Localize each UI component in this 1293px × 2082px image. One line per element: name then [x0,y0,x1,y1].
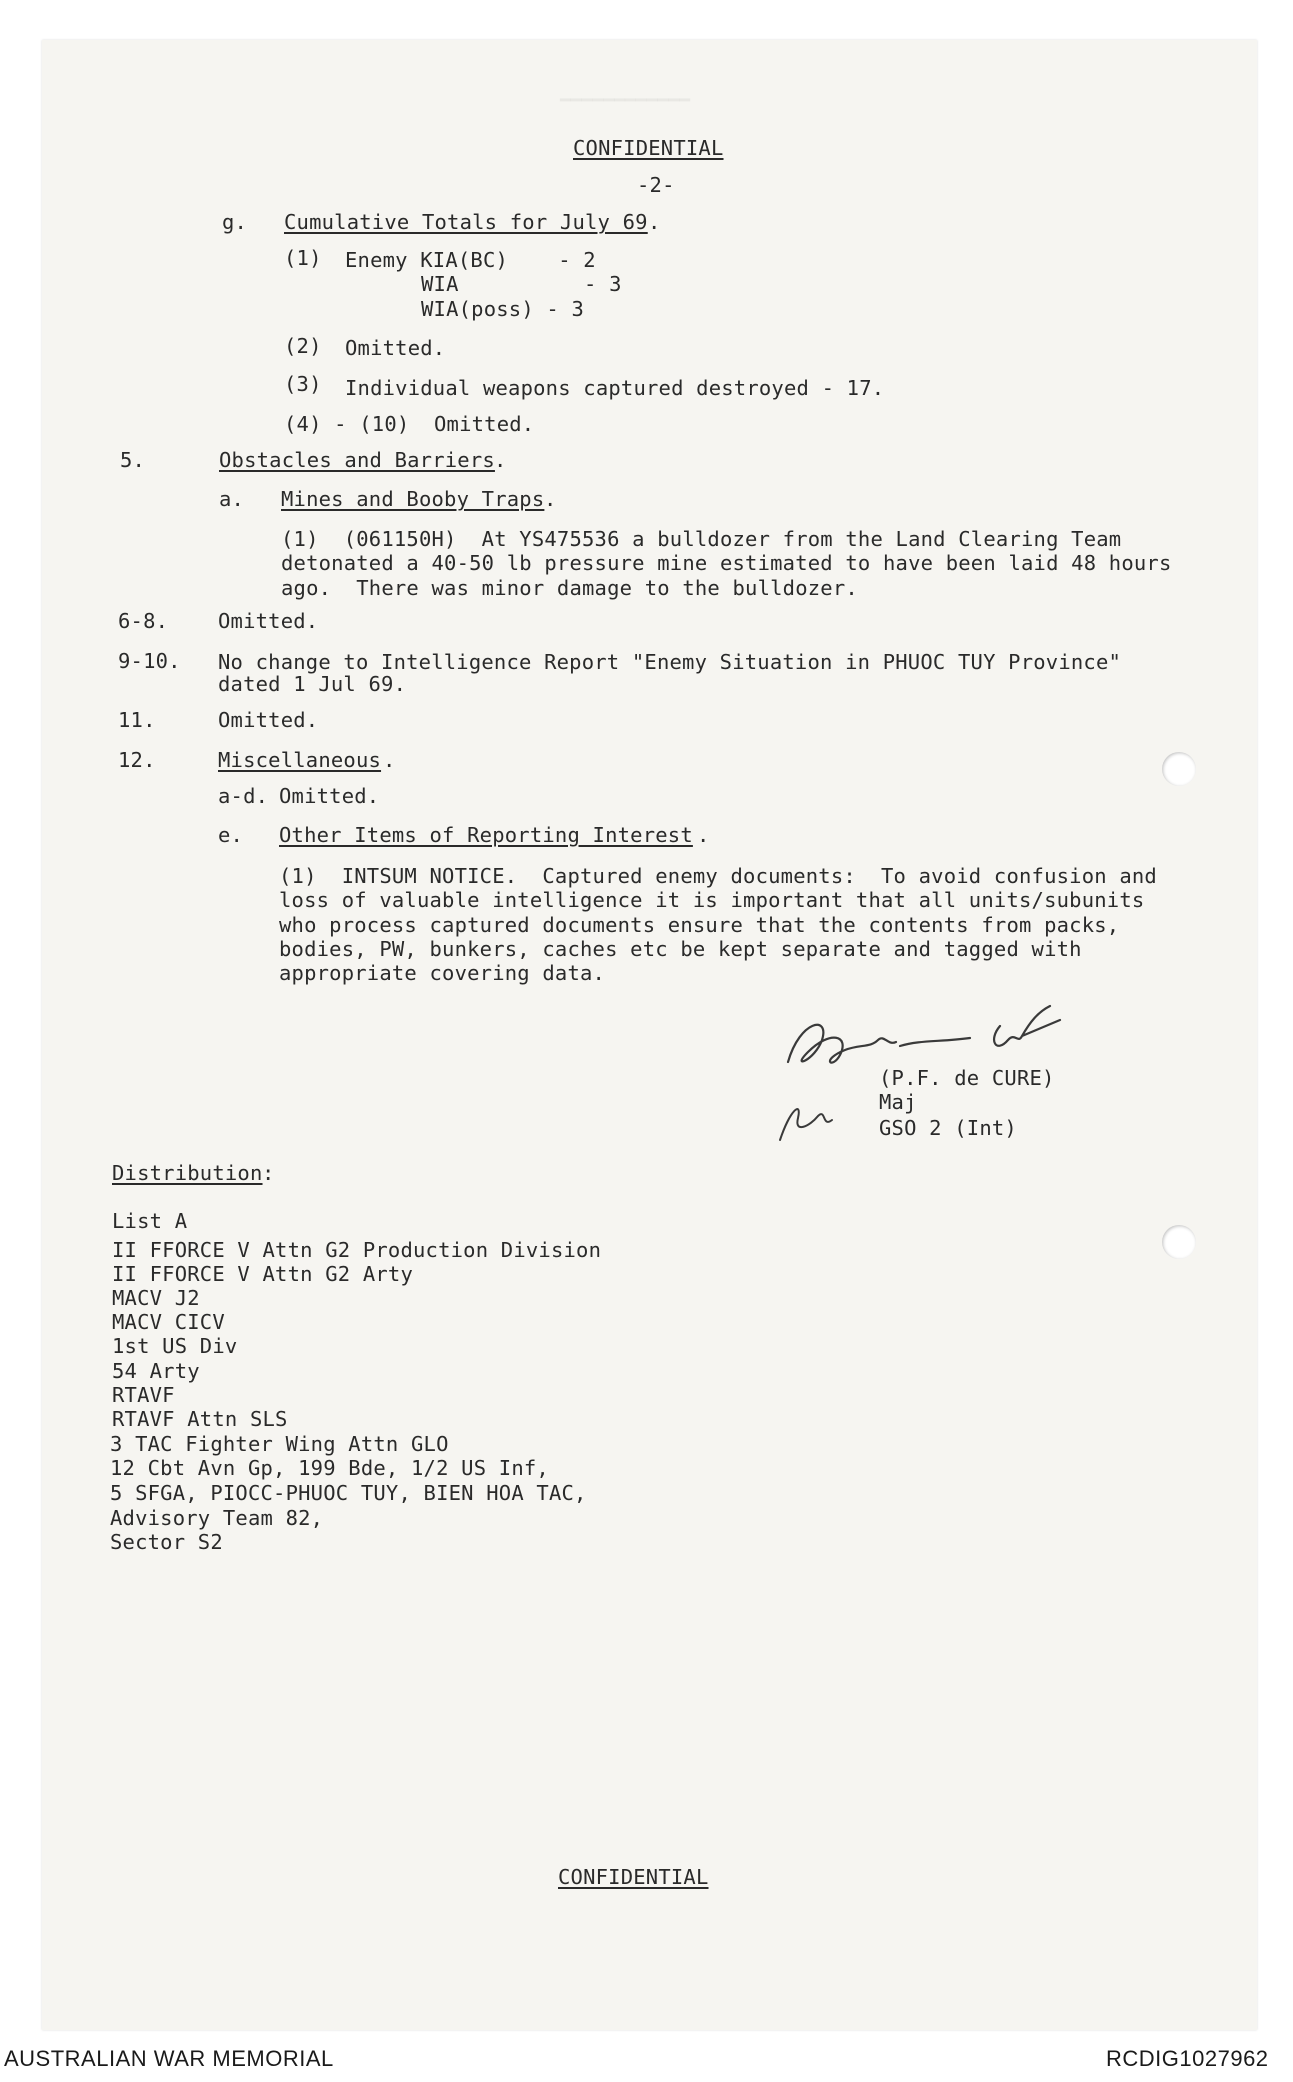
item-text: Enemy KIA(BC) - 2 [345,248,596,272]
section-6-8-num: 6-8. [118,609,169,633]
section-g-label: g. [222,210,248,234]
signatory-rank: Maj [879,1090,917,1114]
item-text: Individual weapons captured destroyed - 17. [345,376,885,400]
section-5a-title-period: . [544,487,557,511]
item-text: WIA(poss) - 3 [421,297,585,321]
distribution-item: Sector S2 [110,1530,223,1554]
item-text: WIA - 3 [421,272,622,296]
section-12-ad-text: Omitted. [279,784,380,808]
item-num: (2) [284,334,322,358]
distribution-title: Distribution [112,1161,263,1185]
distribution-item: List A [112,1209,188,1233]
distribution-item: RTAVF [112,1383,175,1407]
section-12-title-period: . [383,748,396,772]
section-12-num: 12. [118,748,156,772]
distribution-item: II FFORCE V Attn G2 Arty [112,1262,414,1286]
section-5-title-period: . [494,448,507,472]
distribution-item: 1st US Div [112,1334,238,1358]
bleed-through-texture: ━━━━━━━━━━━━ [560,90,691,111]
item-num: (3) [284,372,322,396]
paragraph-line: ago. There was minor damage to the bulldozer. [281,576,858,600]
punch-hole-top [1162,752,1196,786]
page-number: -2- [637,173,675,197]
distribution-item: MACV CICV [112,1310,225,1334]
section-9-10-line: No change to Intelligence Report "Enemy Situation in PHUOC TUY Province" [218,650,1122,674]
signatory-name: (P.F. de CURE) [879,1066,1055,1090]
paragraph-line: bodies, PW, bunkers, caches etc be kept separate and tagged with [279,937,1082,961]
section-6-8-text: Omitted. [218,609,319,633]
section-12e-title: Other Items of Reporting Interest [279,823,693,847]
distribution-item: 5 SFGA, PIOCC-PHUOC TUY, BIEN HOA TAC, [110,1481,587,1505]
section-12e-label: e. [218,823,244,847]
distribution-item: RTAVF Attn SLS [112,1407,288,1431]
paragraph-line: (1) INTSUM NOTICE. Captured enemy documents: To avoid confusion and [279,864,1157,888]
section-5a-label: a. [219,487,245,511]
paragraph-line: loss of valuable intelligence it is important that all units/subunits [279,888,1145,912]
section-11-text: Omitted. [218,708,319,732]
archive-reference: RCDIG1027962 [1106,2046,1269,2071]
section-5a-title: Mines and Booby Traps [281,487,545,511]
signatory-appointment: GSO 2 (Int) [879,1116,1017,1140]
paragraph-line: detonated a 40-50 lb pressure mine estimated to have been laid 48 hours [281,551,1172,575]
section-g-title-period: . [648,210,661,234]
distribution-item: 12 Cbt Avn Gp, 199 Bde, 1/2 US Inf, [110,1456,549,1480]
distribution-item: Advisory Team 82, [110,1506,324,1530]
item-text: Omitted. [434,412,535,436]
distribution-item: 54 Arty [112,1359,200,1383]
paragraph-line: who process captured documents ensure that the contents from packs, [279,913,1120,937]
distribution-item: MACV J2 [112,1286,200,1310]
section-9-10-num: 9-10. [118,649,181,673]
section-12-title: Miscellaneous [218,748,382,772]
item-num: (1) [284,246,322,270]
paragraph-line: appropriate covering data. [279,961,606,985]
distribution-item: II FFORCE V Attn G2 Production Division [112,1238,602,1262]
item-text: Omitted. [345,336,446,360]
section-11-num: 11. [118,708,156,732]
section-5-num: 5. [120,448,146,472]
item-num: (4) - (10) [284,412,410,436]
section-12-ad-label: a-d. [218,784,269,808]
section-12e-title-period: . [697,823,710,847]
distribution-item: 3 TAC Fighter Wing Attn GLO [110,1432,449,1456]
header-classification: CONFIDENTIAL [573,136,724,160]
paragraph-line: (1) (061150H) At YS475536 a bulldozer from the Land Clearing Team [281,527,1122,551]
section-9-10-line: dated 1 Jul 69. [218,672,407,696]
archive-institution: AUSTRALIAN WAR MEMORIAL [4,2046,334,2071]
footer-classification: CONFIDENTIAL [558,1865,709,1889]
punch-hole-bottom [1162,1225,1196,1259]
section-5-title: Obstacles and Barriers [219,448,495,472]
distribution-title-colon: : [262,1161,275,1185]
section-g-title: Cumulative Totals for July 69 [284,210,648,234]
